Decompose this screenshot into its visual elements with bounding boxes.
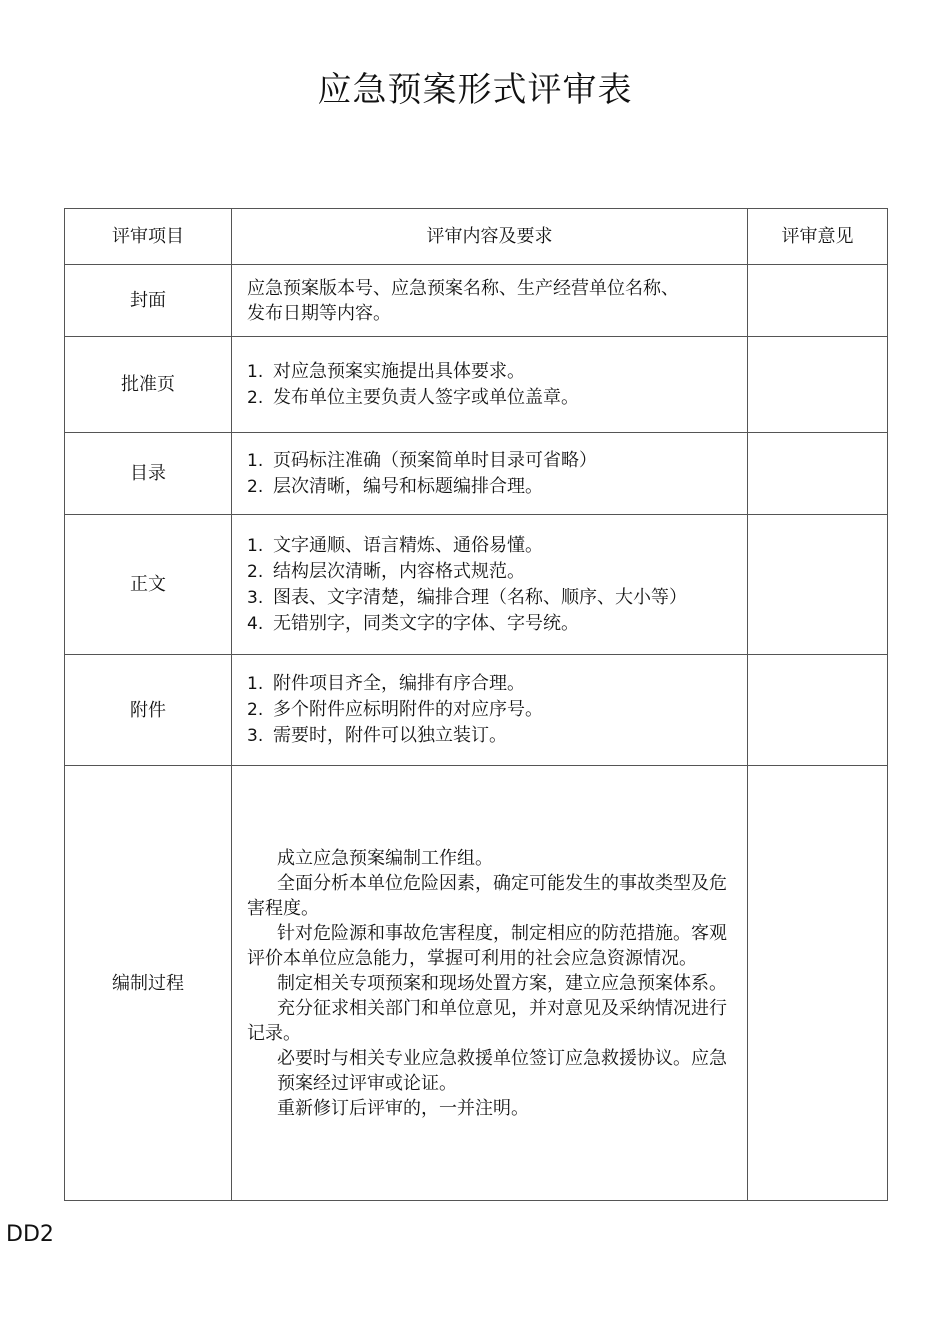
list-number: 3. (247, 726, 264, 746)
list-number: 1. (247, 674, 264, 694)
content-line: 应急预案版本号、应急预案名称、生产经营单位名称、 (247, 277, 679, 299)
header-opinion: 评审意见 (748, 209, 888, 265)
header-item: 评审项目 (65, 209, 232, 265)
process-paragraph: 充分征求相关部门和单位意见，并对意见及采纳情况进行记录。 (247, 997, 727, 1044)
list-number: 1. (247, 450, 264, 471)
opinion-cell[interactable] (748, 337, 888, 433)
list-text: 图表、文字清楚，编排合理（名称、顺序、大小等） (273, 586, 687, 608)
list-item (247, 611, 735, 637)
list-item (247, 533, 735, 559)
table-row (65, 337, 888, 433)
row-content-cover (232, 265, 748, 337)
process-paragraph: 成立应急预案编制工作组。 (277, 847, 493, 869)
list-number: 2. (247, 561, 264, 582)
content-line: 发布日期等内容。 (247, 302, 391, 324)
opinion-cell[interactable] (748, 655, 888, 766)
opinion-cell[interactable] (748, 433, 888, 515)
list-text: 页码标注准确（预案简单时目录可省略） (273, 449, 597, 471)
list-item (247, 723, 735, 749)
row-item-cover: 封面 (65, 265, 232, 337)
list-text: 需要时，附件可以独立装订。 (273, 725, 507, 746)
opinion-cell[interactable] (748, 515, 888, 655)
document-code: DD2 (6, 1222, 54, 1247)
list-text: 无错别字，同类文字的字体、字号统。 (273, 612, 579, 634)
row-content-approval (232, 337, 748, 433)
list-item (247, 474, 735, 500)
opinion-cell[interactable] (748, 265, 888, 337)
list-number: 4. (247, 613, 264, 634)
row-item-attachments: 附件 (65, 655, 232, 766)
list-number: 1. (247, 361, 264, 382)
list-item (247, 671, 735, 697)
table-row (65, 265, 888, 337)
list-number: 3. (247, 587, 264, 608)
list-number: 1. (247, 535, 264, 556)
review-table (64, 208, 888, 1201)
table-row (65, 655, 888, 766)
row-content-attachments (232, 655, 748, 766)
process-paragraph: 重新修订后评审的，一并注明。 (277, 1097, 529, 1119)
row-item-approval: 批准页 (65, 337, 232, 433)
row-item-process: 编制过程 (65, 766, 232, 1201)
page-title: 应急预案形式评审表 (317, 70, 633, 110)
list-number: 2. (247, 700, 264, 720)
list-text: 发布单位主要负责人签字或单位盖章。 (273, 386, 579, 408)
list-text: 层次清晰，编号和标题编排合理。 (273, 475, 543, 497)
list-item (247, 697, 735, 723)
process-paragraph: 制定相关专项预案和现场处置方案，建立应急预案体系。 (277, 972, 727, 994)
opinion-cell[interactable] (748, 766, 888, 1201)
list-item (247, 385, 735, 411)
list-text: 文字通顺、语言精炼、通俗易懂。 (273, 534, 543, 556)
list-text: 结构层次清晰，内容格式规范。 (273, 560, 525, 582)
row-item-body: 正文 (65, 515, 232, 655)
row-content-body (232, 515, 748, 655)
table-row (65, 515, 888, 655)
list-text: 对应急预案实施提出具体要求。 (273, 360, 525, 382)
process-paragraph: 全面分析本单位危险因素，确定可能发生的事故类型及危害程度。 (247, 872, 727, 919)
header-content: 评审内容及要求 (232, 209, 748, 265)
process-paragraph: 针对危险源和事故危害程度，制定相应的防范措施。客观评价本单位应急能力，掌握可利用的社会应急资源情况。 (247, 922, 727, 969)
row-content-toc (232, 433, 748, 515)
row-item-toc: 目录 (65, 433, 232, 515)
table-header-row (65, 209, 888, 265)
list-number: 2. (247, 387, 264, 408)
list-item (247, 585, 735, 611)
table-row (65, 766, 888, 1201)
table-row (65, 433, 888, 515)
list-text: 多个附件应标明附件的对应序号。 (273, 699, 543, 720)
process-paragraph: 必要时与相关专业应急救援单位签订应急救援协议。应急预案经过评审或论证。 (277, 1047, 727, 1094)
list-item (247, 559, 735, 585)
list-text: 附件项目齐全，编排有序合理。 (273, 673, 525, 694)
row-content-process (232, 766, 748, 1201)
list-number: 2. (247, 476, 264, 497)
list-item (247, 359, 735, 385)
list-item (247, 448, 735, 474)
